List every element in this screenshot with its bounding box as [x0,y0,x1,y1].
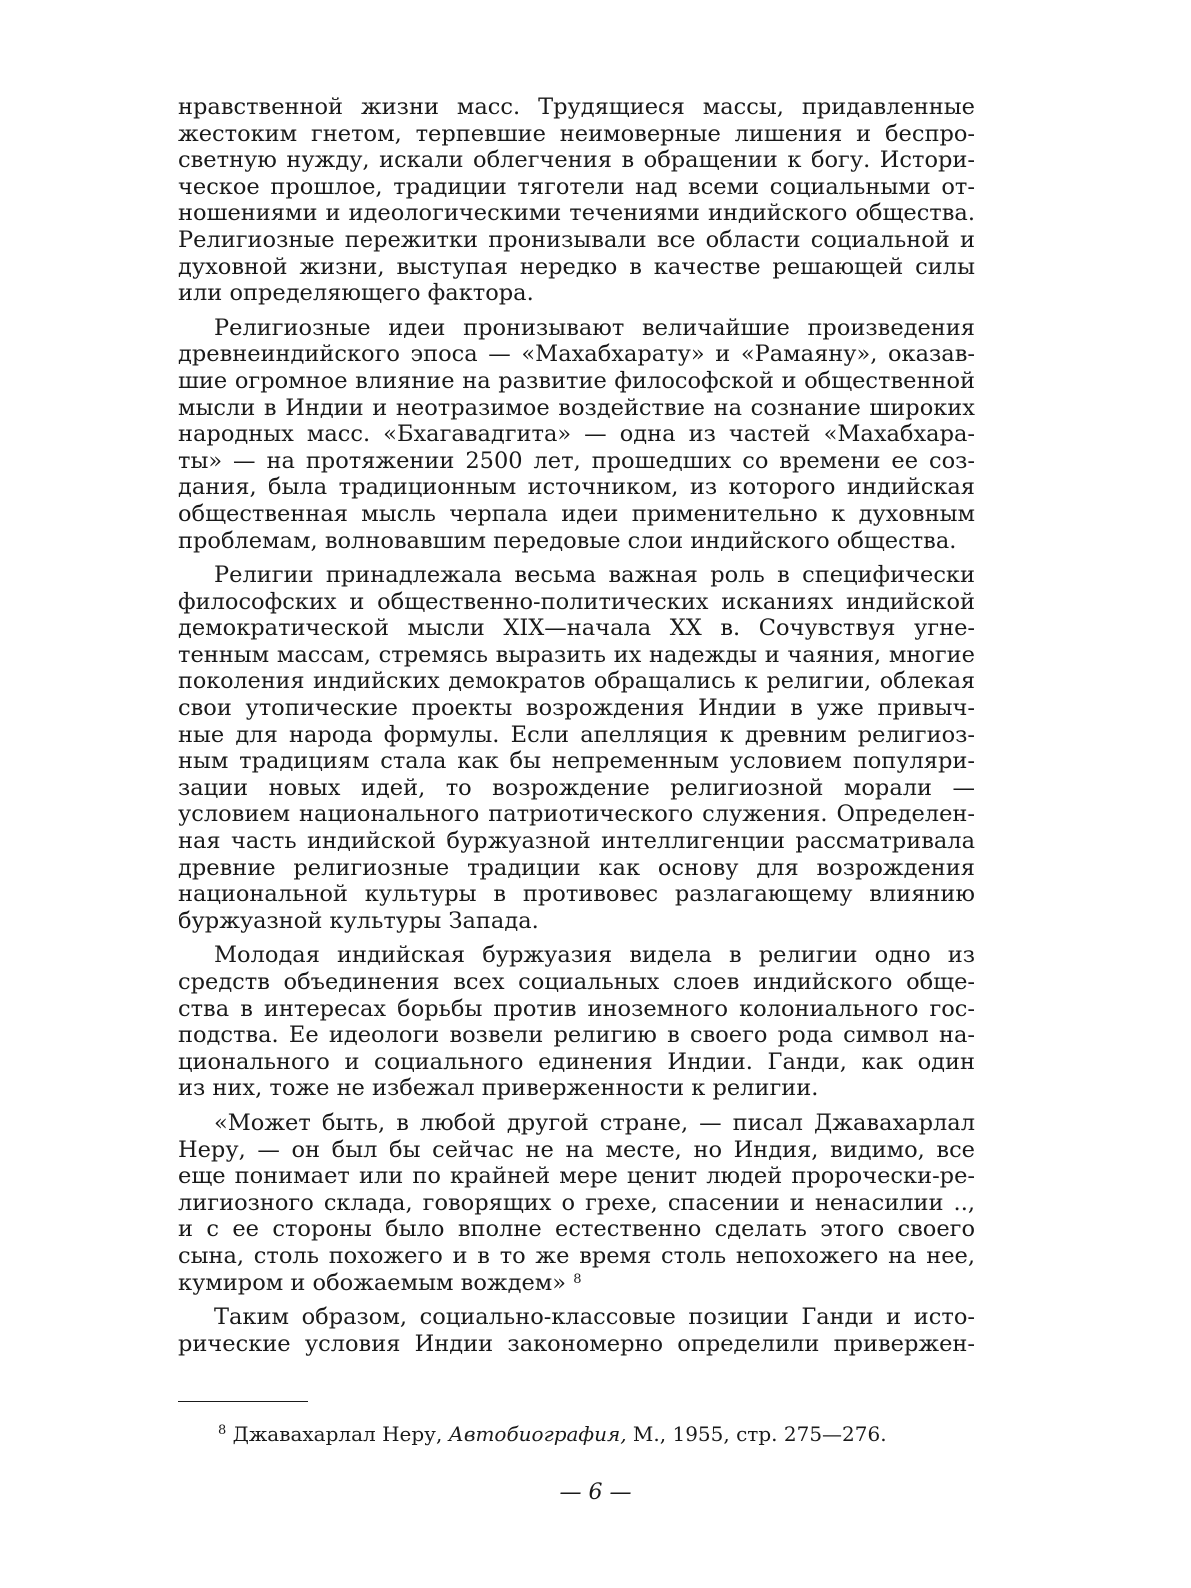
paragraph-gap [178,934,975,942]
text-line: Религиозные пережитки пронизывали все области социальной и [178,226,975,253]
text-line: общественная мысль черпала идеи применительно к духовным [178,500,975,527]
page-number: — 6 — [559,1480,632,1505]
paragraph-gap [178,1296,975,1304]
text-line: народных масс. «Бхагавадгита» — одна из частей «Махабхара- [178,421,975,448]
text-line: проблемам, волновавшим передовые слои индийского общества. [178,527,957,554]
text-line: ческое прошлое, традиции тяготели над всеми социальными от- [178,173,975,200]
paragraph [178,1304,975,1357]
text-line: и с ее стороны было вполне естественно сделать этого своего [178,1216,975,1243]
text-line: свои утопические проекты возрождения Индии в уже привыч- [178,695,975,722]
text-line: тенным массам, стремясь выразить их надежды и чаяния, многие [178,641,975,668]
text-line: духовной жизни, выступая нередко в качестве решающей силы [178,253,975,280]
paragraph [178,315,975,554]
text-line: нравственной жизни масс. Трудящиеся массы, придавленные [178,94,975,120]
text-line: светную нужду, искали облегчения в обращении к богу. Истори- [178,147,975,174]
text-line: «Может быть, в любой другой стране, — писал Джавахарлал [214,1109,975,1136]
text-line: Религиозные идеи пронизывают величайшие произведения [214,314,975,341]
text-line: рические условия Индии закономерно определили привержен- [178,1330,975,1357]
text-line: еще понимает или по крайней мере ценит людей пророчески-ре- [178,1163,975,1190]
text-line: мысли в Индии и неотразимое воздействие на сознание широких [178,394,975,421]
paragraph [178,94,975,307]
text-line: жестоким гнетом, терпевшие неимоверные лишения и беспро- [178,120,975,147]
paragraph [178,942,975,1102]
text-line: подства. Ее идеологи возвели религию в своего рода символ на- [178,1022,975,1049]
text-line: философских и общественно-политических исканиях индийской [178,588,975,615]
text-line: кумиром и обожаемым вождем» $^8$ [178,1269,582,1296]
text-line: национальной культуры в противовес разлагающему влиянию [178,881,975,908]
text-line: демократической мысли XIX—начала XX в. Сочувствуя угне- [178,615,975,642]
paragraph-gap [178,1102,975,1110]
footnote [218,1420,887,1448]
text-line: Неру, — он был бы сейчас не на месте, но Индия, видимо, все [178,1136,975,1163]
text-line: ты» — на протяжении 2500 лет, прошедших со времени ее соз- [178,447,975,474]
text-line: Религии принадлежала весьма важная роль в специфически [214,562,975,589]
text-line: зации новых идей, то возрождение религиозной морали — [178,774,975,801]
text-line: дания, была традиционным источником, из которого индийская [178,474,975,501]
text-line: ные для народа формулы. Если апелляция к древним религиоз- [178,721,975,748]
footnote-reference[interactable]: 8 [573,1271,582,1287]
text-line: шие огромное влияние на развитие философской и общественной [178,367,975,394]
text-line: из них, тоже не избежал приверженности к религии. [178,1075,819,1102]
text-line: поколения индийских демократов обращались к религии, облекая [178,668,975,695]
footnote-marker: 8 [218,1423,227,1438]
paragraph-gap [178,554,975,562]
text-line: сына, столь похожего и в то же время столь непохожего на нее, [178,1242,975,1269]
text-line: условием национального патриотического служения. Определен- [178,801,975,828]
paragraph [178,1110,975,1296]
footnote-divider [178,1401,308,1402]
text-line: ным традициям стала как бы непременным условием популяри- [178,748,975,775]
text-line: ционального и социального единения Индии. Ганди, как один [178,1048,975,1075]
footnote-details: М., 1955, стр. 275—276. [632,1422,887,1446]
text-line: ная часть индийской буржуазной интеллигенции рассматривала [178,828,975,855]
main-text [178,94,975,1357]
text-line: лигиозного склада, говорящих о грехе, спасении и ненасилии .., [178,1189,975,1216]
text-line: Молодая индийская буржуазия видела в религии одно из [214,942,975,969]
text-line: или определяющего фактора. [178,280,534,307]
text-line: ношениями и идеологическими течениями индийского общества. [178,200,975,227]
paragraph [178,562,975,934]
footnote-title: Автобиография, [448,1422,627,1446]
text-line: буржуазной культуры Запада. [178,907,539,934]
text-line: древние религиозные традиции как основу для возрождения [178,854,975,881]
text-line: Таким образом, социально-классовые позиции Ганди и исто- [214,1304,975,1331]
text-line: древнеиндийского эпоса — «Махабхарату» и «Рамаяну», оказав- [178,341,975,368]
text-line: средств объединения всех социальных слоев индийского обще- [178,969,975,995]
paragraph-gap [178,307,975,315]
text-line: ства в интересах борьбы против иноземного колониального гос- [178,995,975,1022]
footnote-author: Джавахарлал Неру, [232,1422,443,1446]
